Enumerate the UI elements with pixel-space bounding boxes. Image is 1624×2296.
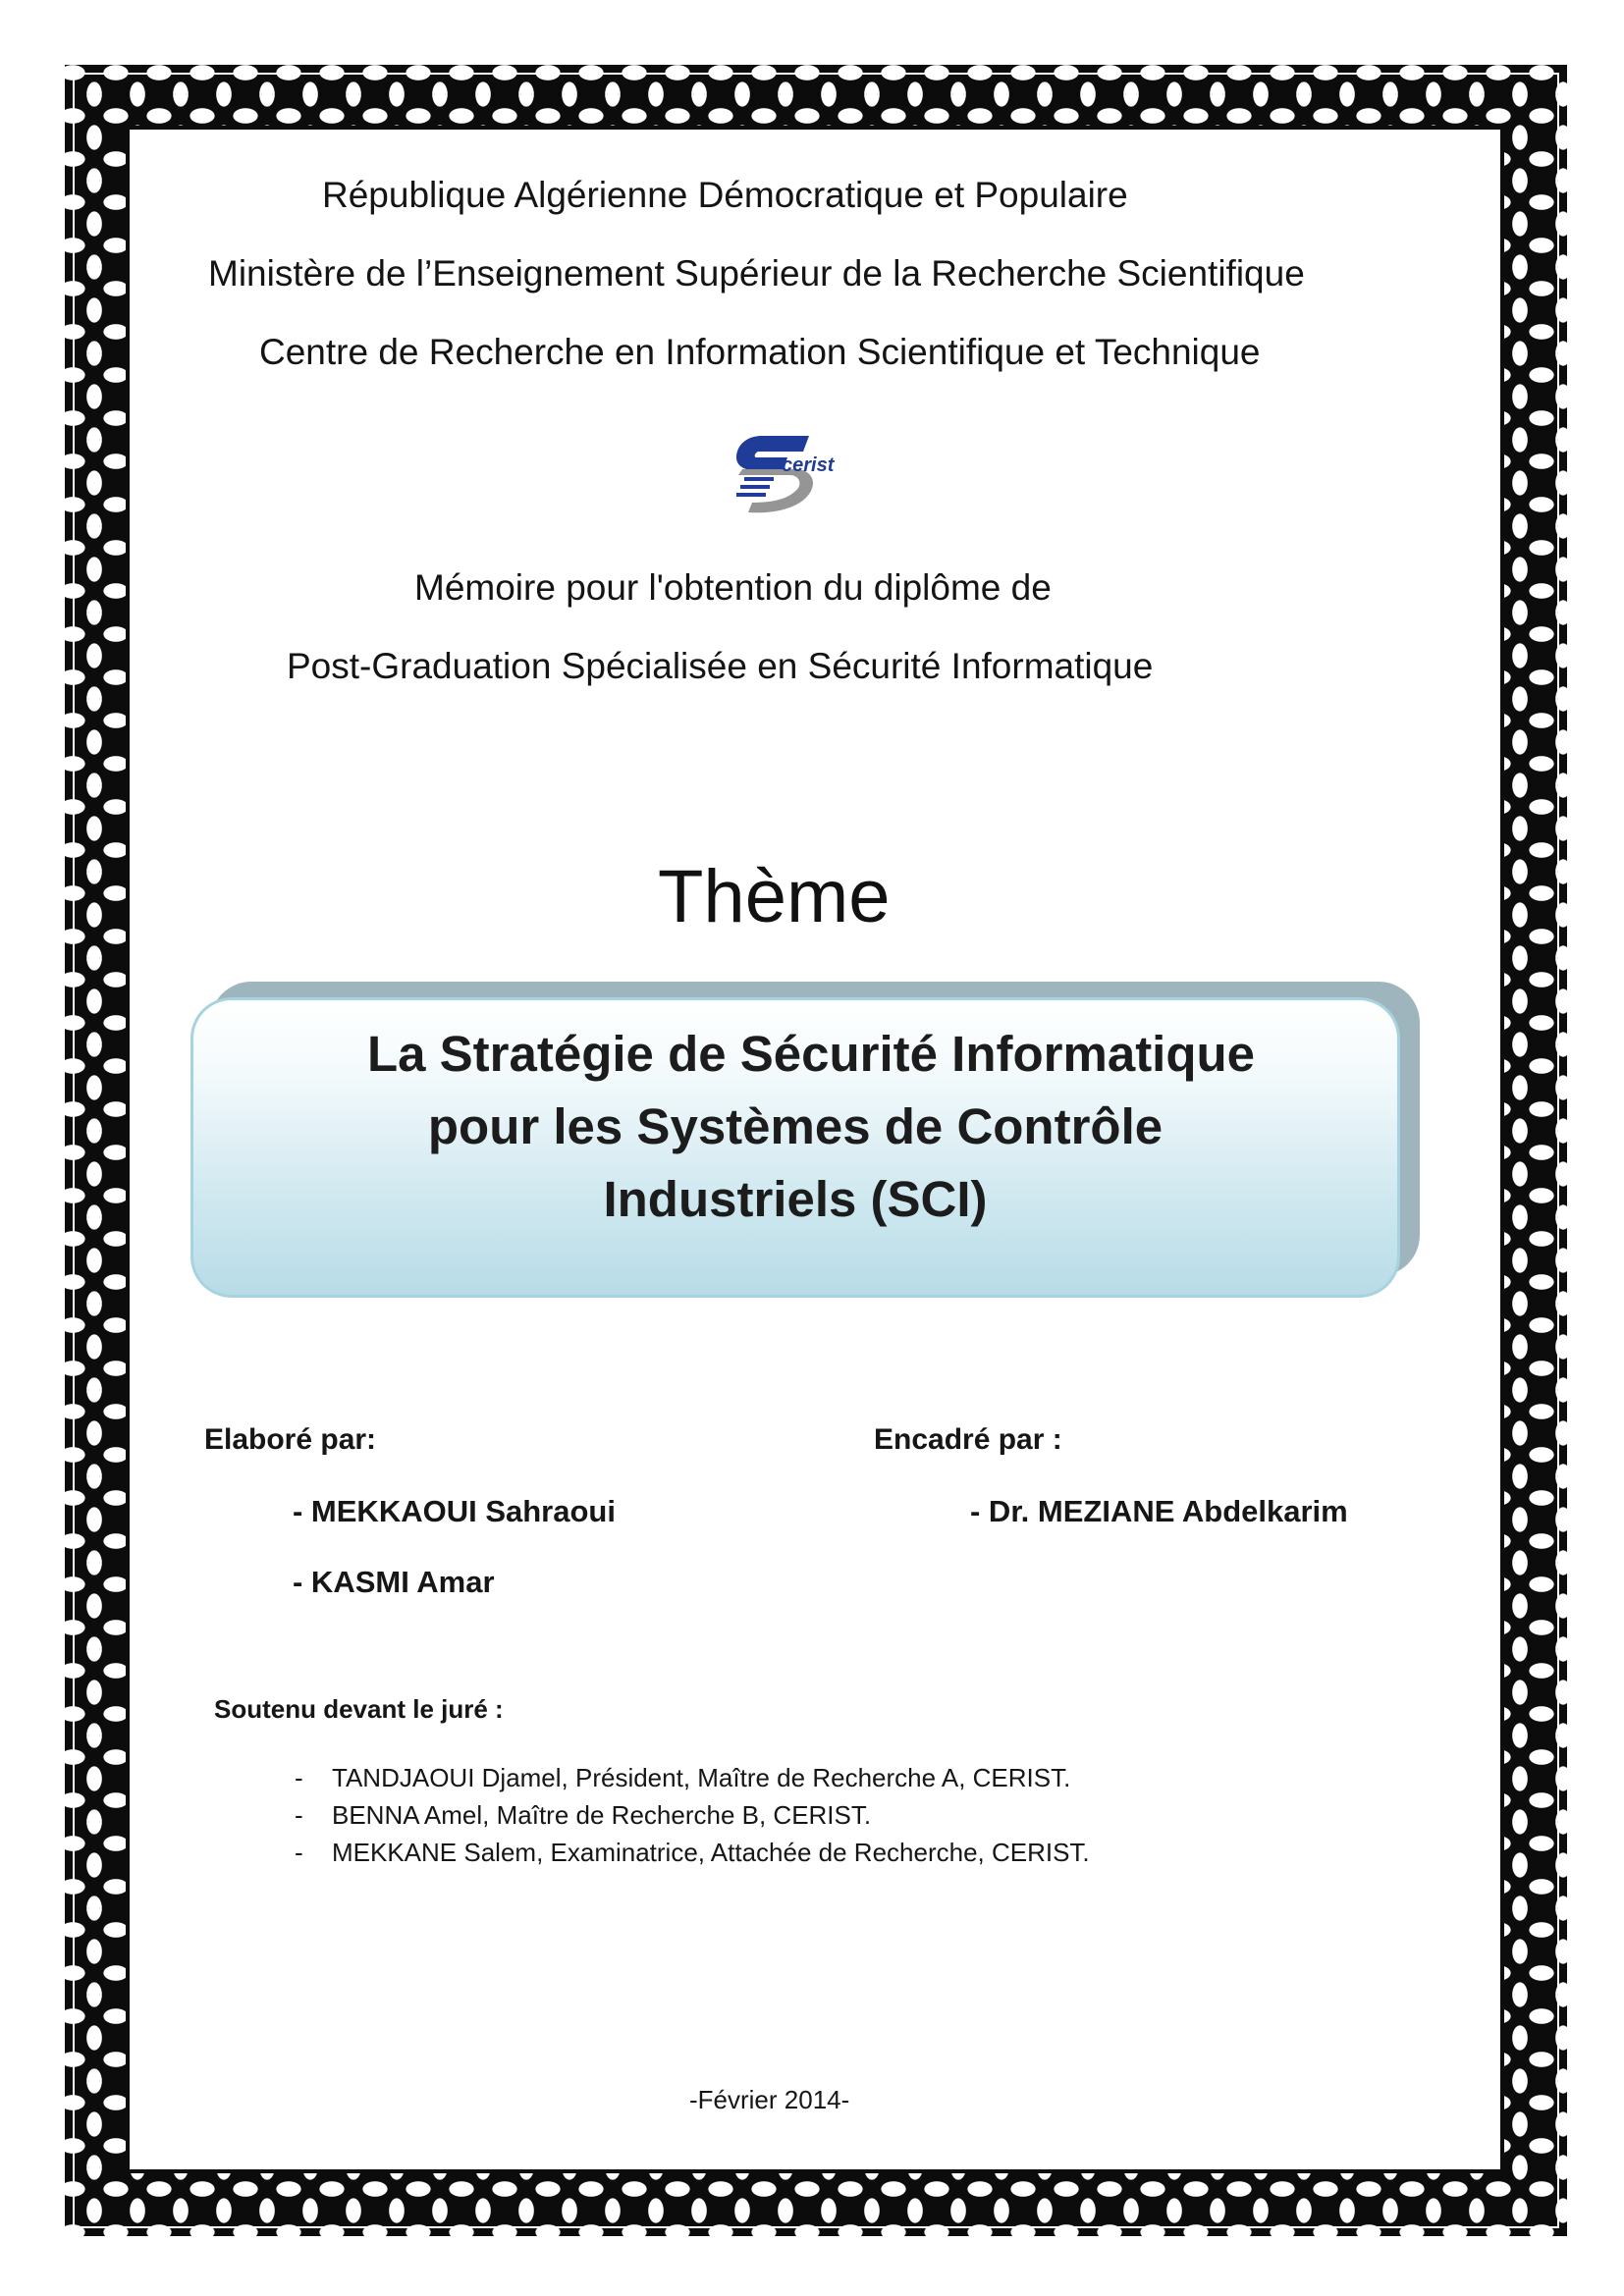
jury-label: Soutenu devant le juré : (214, 1694, 504, 1724)
defense-date: -Février 2014- (689, 2085, 850, 2114)
theme-heading: Thème (658, 855, 891, 938)
jury-dash: - (295, 1800, 303, 1830)
jury-dash: - (295, 1763, 303, 1792)
logo-text: cerist (782, 454, 835, 476)
memoire-line1: Mémoire pour l'obtention du diplôme de (414, 567, 1052, 608)
supervisor-label: Encadré par : (874, 1423, 1062, 1456)
author-2: - KASMI Amar (293, 1565, 495, 1599)
jury-member-1: TANDJAOUI Djamel, Président, Maître de Recherche A, CERIST. (332, 1763, 1071, 1792)
cerist-logo-icon (725, 428, 862, 518)
title-line3: Industriels (SCI) (603, 1171, 988, 1227)
header-centre: Centre de Recherche en Information Scientifique et Technique (259, 332, 1261, 372)
supervisor-1: - Dr. MEZIANE Abdelkarim (970, 1494, 1348, 1528)
header-ministry: Ministère de l’Enseignement Supérieur de la Recherche Scientifique (208, 253, 1305, 294)
title-line2: pour les Systèmes de Contrôle (427, 1098, 1164, 1154)
jury-member-2: BENNA Amel, Maître de Recherche B, CERIST. (332, 1800, 872, 1830)
authors-label: Elaboré par: (204, 1423, 377, 1456)
header-republic: République Algérienne Démocratique et Populaire (322, 175, 1128, 215)
title-line1: La Stratégie de Sécurité Informatique (366, 1026, 1256, 1082)
author-1: - MEKKAOUI Sahraoui (293, 1494, 616, 1528)
jury-dash: - (295, 1838, 303, 1867)
jury-member-3: MEKKANE Salem, Examinatrice, Attachée de Recherche, CERIST. (332, 1838, 1090, 1867)
memoire-line2: Post-Graduation Spécialisée en Sécurité Informatique (287, 646, 1154, 686)
